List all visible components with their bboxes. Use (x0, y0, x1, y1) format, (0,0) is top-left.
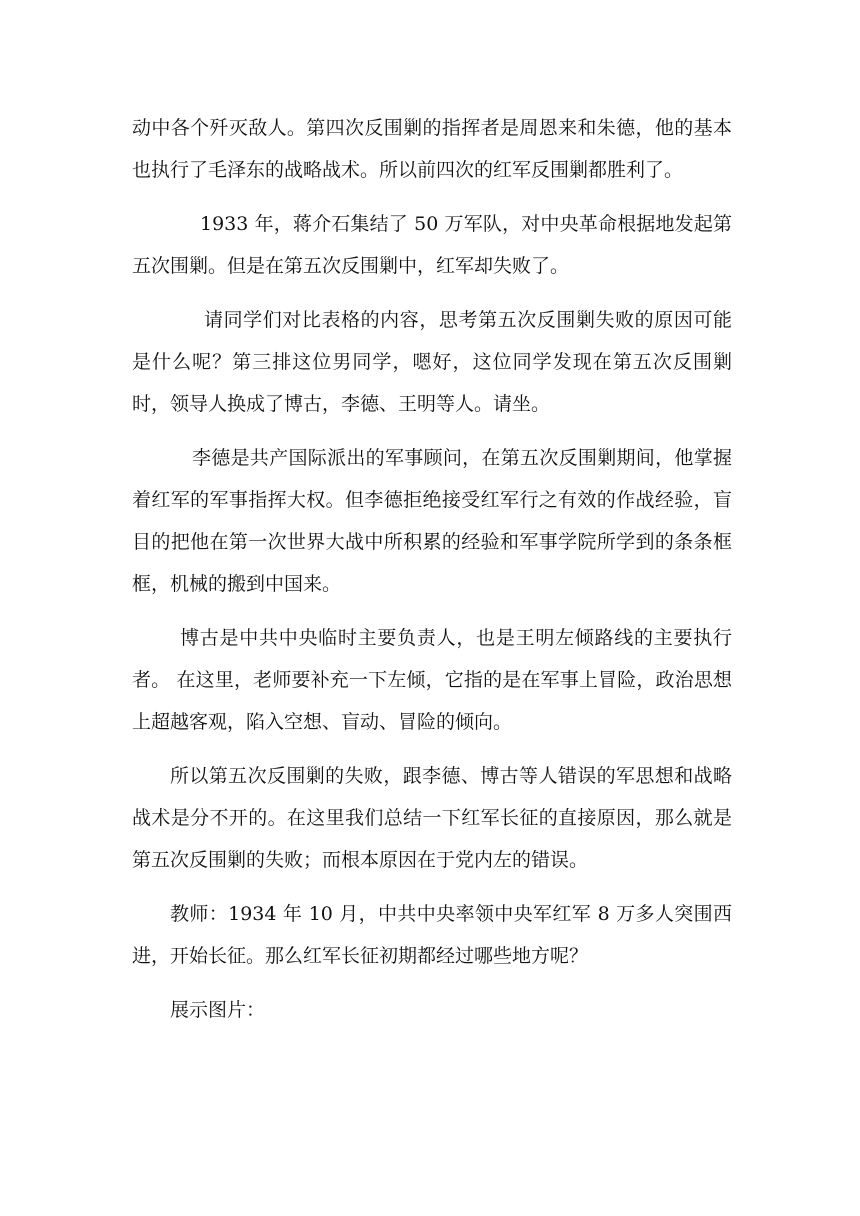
paragraph-7: 教师：1934 年 10 月，中共中央率领中央军红军 8 万多人突围西进，开始长征。那么红军长征初期都经过哪些地方呢？ (132, 903, 732, 967)
paragraph-2: 1933 年，蒋介石集结了 50 万军队，对中央革命根据地发起第五次围剿。但是在第五次反围剿中，红军却失败了。 (132, 213, 732, 277)
document-body (132, 107, 732, 1043)
paragraph-6: 所以第五次反围剿的失败，跟李德、博古等人错误的军思想和战略战术是分不开的。在这里我们总结一下红军长征的直接原因，那么就是第五次反围剿的失败；而根本原因在于党内左的错误。 (132, 765, 732, 871)
paragraph-3: 请同学们对比表格的内容，思考第五次反围剿失败的原因可能是什么呢？第三排这位男同学，嗯好，这位同学发现在第五次反围剿时，领导人换成了博古，李德、王明等人。请坐。 (132, 309, 732, 415)
paragraph-4: 李德是共产国际派出的军事顾问，在第五次反围剿期间，他掌握着红军的军事指挥大权。但李德拒绝接受红军行之有效的作战经验，盲目的把他在第一次世界大战中所积累的经验和军事学院所学到的条条框框，机械的搬到中国来。 (132, 447, 732, 595)
paragraph-5: 博古是中共中央临时主要负责人，也是王明左倾路线的主要执行者。 在这里，老师要补充一下左倾，它指的是在军事上冒险，政治思想上超越客观，陷入空想、盲动、冒险的倾向。 (132, 627, 732, 733)
paragraph-1: 动中各个歼灭敌人。第四次反围剿的指挥者是周恩来和朱德，他的基本也执行了毛泽东的战略战术。所以前四次的红军反围剿都胜利了。 (132, 117, 732, 181)
paragraph-8: 展示图片： (170, 999, 266, 1021)
